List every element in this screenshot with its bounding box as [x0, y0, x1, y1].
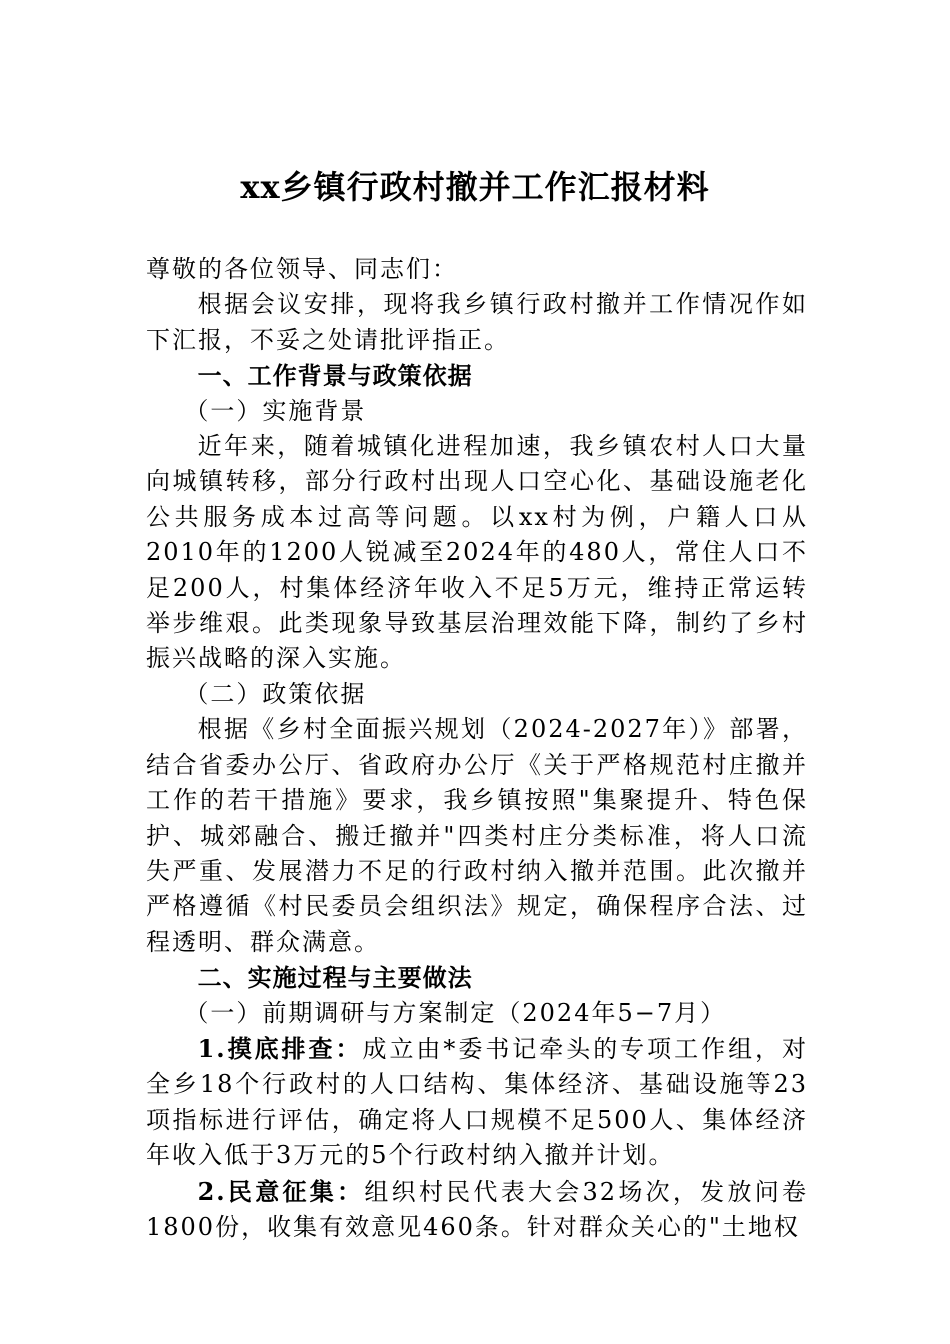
section2-item1-paragraph: [146, 1031, 808, 1174]
item2-text: 组织村民代表大会32场次，发放问卷1800份，收集有效意见460条。针对群众关心的"土地权: [146, 1177, 808, 1241]
section1-sub2-heading: （二）政策依据: [184, 679, 367, 708]
item2-lead: 2.民意征集：: [197, 1176, 365, 1206]
section1-sub1-heading: （一）实施背景: [184, 396, 367, 425]
section1-sub1-paragraph: 近年来，随着城镇化进程加速，我乡镇农村人口大量向城镇转移，部分行政村出现人口空心化、基础设施老化公共服务成本过高等问题。以xx村为例，户籍人口从2010年的1200人锐减至2024年的480人，常住人口不足200人，村集体经济年收入不足5万元，维持正常运转举步维艰。此类现象导致基层治理效能下降，制约了乡村振兴战略的深入实施。: [146, 432, 808, 673]
section2-item2-paragraph: [146, 1174, 808, 1246]
section1-heading: 一、工作背景与政策依据: [197, 361, 473, 391]
section1-sub2-paragraph: 根据《乡村全面振兴规划（2024-2027年）》部署，结合省委办公厅、省政府办公厅《关于严格规范村庄撤并工作的若干措施》要求，我乡镇按照"集聚提升、特色保护、城郊融合、搬迁撤并"四类村庄分类标准，将人口流失严重、发展潜力不足的行政村纳入撤并范围。此次撤并严格遵循《村民委员会组织法》规定，确保程序合法、过程透明、群众满意。: [146, 715, 808, 956]
section2-sub1-heading: （一）前期调研与方案制定（2024年5−7月）: [184, 998, 727, 1027]
document-title: xx乡镇行政村撤并工作汇报材料: [240, 168, 710, 206]
section2-heading: 二、实施过程与主要做法: [197, 963, 473, 993]
intro-paragraph: 根据会议安排，现将我乡镇行政村撤并工作情况作如下汇报，不妥之处请批评指正。: [146, 290, 808, 354]
item1-lead: 1.摸底排查：: [197, 1033, 363, 1063]
item1-text: 成立由*委书记牵头的专项工作组，对全乡18个行政村的人口结构、集体经济、基础设施等23项指标进行评估，确定将人口规模不足500人、集体经济年收入低于3万元的5个行政村纳入撤并计划。: [146, 1034, 809, 1170]
document-body: [146, 252, 808, 1245]
salutation: 尊敬的各位领导、同志们：: [146, 255, 458, 283]
